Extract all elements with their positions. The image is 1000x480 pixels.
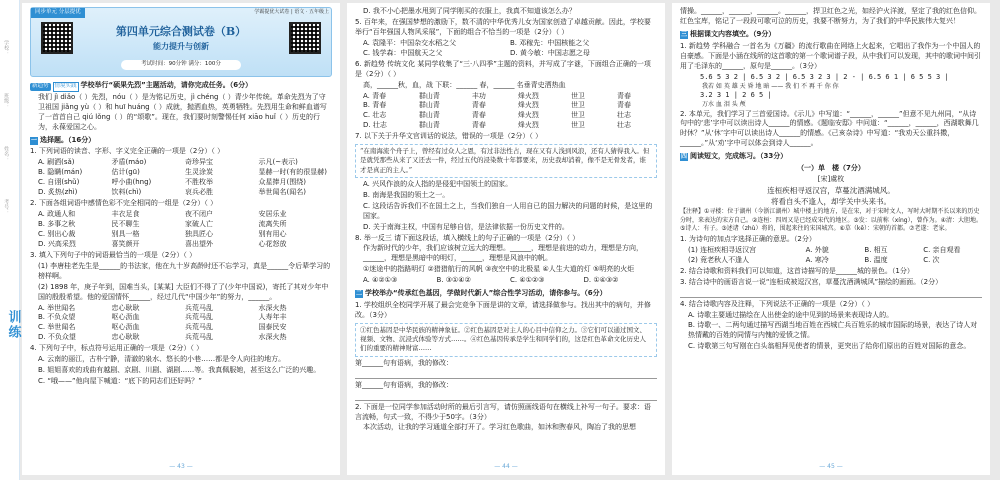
option-word: 青春 <box>471 111 486 120</box>
option[interactable]: B. 诗歌一、二两句通过描写西湖当地百姓在西城亡兵百姓乐的城市国际的场景，表达了诗人对热情戴的百姓的同情与内愧的爱愤之情。 <box>688 321 978 340</box>
answer-line[interactable] <box>355 392 657 401</box>
option-word: 兵荒马乱 <box>185 333 213 342</box>
section-number: 三 <box>680 30 687 38</box>
option-word: 别具一格 <box>111 229 140 238</box>
option-word: 群山青 <box>418 111 440 120</box>
option-word: 世卫 <box>570 91 585 100</box>
option[interactable]: A. 云南的丽江，古朴宁静，清澈的泉水、悠长的小巷……都是令人向往的地方。 <box>38 355 286 364</box>
s4-q1-options <box>680 246 982 266</box>
poem-notes: 【注释】①寻楼：位于湖州（今浙江湖州）城中楼上的地方，是在宋，对于宋时文人，写时大时期不长以来的历史分时，来表达的宋方自己。②连桓：四周又是已经成宋代的地区。③发：以前称（xíng），曾作为。④清：大胆地。⑤诗人：有子。③述诸（zhù）将的，围起来往的宋国城宫。⑥草（kē）：宋朝的首都。⑦老遂：老家。 <box>680 208 982 233</box>
option-word: 众星捧月(围绕) <box>258 178 306 187</box>
option-word: 群山青 <box>418 101 440 110</box>
option[interactable]: A. 外貌 <box>805 245 829 254</box>
q1-options <box>30 158 332 198</box>
option-word: 青春 <box>616 91 631 100</box>
s3-question-1: 1. 新趋势 学科融合 一首名为《万疆》的流行歌曲在网络上火起来，它唱出了我作为一个中国人的自豪感。下面是小涵在线所的这首歌的第一个歌词谱子段，从中我们可以发现，其中的歌词中间引用了毛泽东的______，原句是______。（3分） <box>680 41 981 70</box>
option-word: 世卫 <box>570 121 585 130</box>
s3-question-2: 2. 本单元，我们学习了三首爱国诗。《示儿》中写道：“______，______”但意不见九州同，“从诗句中的‘悲’字中可以读出诗人______的情感。《题临安邸》中问道：“______，______，西湖歌舞几时休？”从‘休’字中可以读出诗人______的情感。《己亥杂诗》中写道：“我劝天公重抖擞，______。”从‘劝’字中可以体会到诗人______。 <box>680 109 979 148</box>
q8-options <box>355 276 657 286</box>
question-8: 8. 举一反三 请下面这段话，填入横线上的句子正确的一项是（2分）（ ） <box>355 233 580 242</box>
option[interactable]: A. 诗歌主要通过描绘在人出使金的途中见到的场景来表现诗人的。 <box>688 310 894 319</box>
option-word: 青春 <box>471 121 486 130</box>
option-word: 呼小曲(hng) <box>111 178 152 187</box>
option[interactable]: B. ③①④② <box>436 276 471 285</box>
option-word: 丰衣足食 <box>111 210 140 219</box>
option-word: 青春 <box>616 101 631 110</box>
trend-tag: 新趋势 <box>32 83 49 89</box>
page-44 <box>347 3 665 475</box>
q1-item: (2) 竟老秋人不逢人 <box>688 255 750 264</box>
option-word: 别有用心 <box>258 229 287 238</box>
option-word: 安居乐业 <box>258 210 287 219</box>
question-2: 2. 下面各组词语中感情色彩不完全相同的一组是（2分）（ ） <box>30 199 218 208</box>
question-3: 3. 填入下列句子中的词语最恰当的一项是（2分）（ ） <box>30 250 197 259</box>
music-score-line: 3.2 3 1 | 2 6 5 | <box>700 91 772 100</box>
question-6: 6. 新趋势 传统文化 某同学收集了“三·八四季”主题的资料，并写成了字谜，下面组合正确的一项是（2分）（ ） <box>355 59 651 78</box>
option[interactable]: C. 亲自观看 <box>923 245 961 254</box>
option[interactable]: C. 别出心裁 <box>38 229 76 238</box>
music-score-line: 5.6 5 3 2 | 6.5 3 2 | 6.5 3 2 3 | 2 - | 6.5 6 1 | 6 5 5 3 | <box>700 72 949 81</box>
option[interactable]: C. 钱学森：中国航天之父 <box>363 48 443 57</box>
section-title: 选择题。（16分） <box>40 135 96 144</box>
option[interactable]: A. 寒冷 <box>805 255 829 264</box>
music-lyric-line: 万水 血 泪 头 颅 <box>702 101 746 109</box>
page-number: — 43 — <box>169 463 193 471</box>
question-7: 7. 以下关于升华文官训话的说法，错误的一项是（2分）（ ） <box>355 132 543 141</box>
intro-text: 学校举行“硕果先烈”主题活动，请你完成任务。（6分） <box>80 81 253 89</box>
option-word: 壮志 <box>616 121 631 130</box>
option[interactable]: B. 南海是我国的领土之一。 <box>363 190 450 199</box>
question-4: 4. 下列句子中，标点符号运用正确的一项是（2分）（ ） <box>30 344 204 353</box>
strip-fields <box>2 40 18 252</box>
option-word: 独具匠心 <box>185 229 213 238</box>
s4-question-2: 2. 结合诗歌和资料我们可以知道，这首诗描写的是______城的景色。（1分） <box>680 266 914 275</box>
q8-items: ①迷途中的指路明灯 ②猎猎航行的风帆 ③夜空中的北极星 ④人生大道的灯 ⑤明亮的火炬 <box>363 265 635 274</box>
option-word: 示凡(~表示) <box>258 158 298 167</box>
option[interactable]: A. 袁隆平：中国杂交水稻之父 <box>363 38 457 47</box>
option[interactable]: B. 相互 <box>864 245 888 254</box>
option-word: 烽火烈 <box>517 101 539 110</box>
q3-sentence-1: (1) 李唐桂老先生是______的书法家，他在九十岁高龄时还不忘学习，真是______令后辈学习的榜样啊。 <box>38 261 331 280</box>
option-word: 流离失所 <box>258 220 287 229</box>
option[interactable]: D. 炙热(zhì) <box>38 188 78 197</box>
option[interactable]: B. 邓稼先：中国核能之父 <box>510 38 590 47</box>
option-word: 烽火烈 <box>517 121 539 130</box>
section-heading <box>30 136 332 146</box>
page-number: — 45 — <box>819 463 843 471</box>
poem-text: 连桓疾相寻返汉宫，草蔓沈酒满城风。 将看自头不逢人，却学关中头来书。 <box>767 186 895 206</box>
section-title: 学校举办“传承红色基因，学做时代新人”综合性学习活动，请你参与。（6分） <box>365 289 607 298</box>
option[interactable]: A. 举世闻名 <box>38 303 76 312</box>
intro-question <box>30 81 332 92</box>
option-word: 不胜枚举 <box>185 178 213 187</box>
music-lyric-line: 我若 如 英 雄 天 昏 地 暗 —— 我 们 不 再 千 你 你 <box>702 82 839 90</box>
test-meta: 考试时间：90分钟 满分：100分 <box>121 60 241 70</box>
option-word: 民不聊生 <box>111 220 140 229</box>
s4-question-4: 4. 结合诗歌内容及注释，下列说法不正确的一项是（2分）（ ） <box>680 299 875 308</box>
s2-question-1: 1. 学校组织全校同学开展了最会完竞争下面是讲的文章，请选择做参与。找出其中的病句，并修改。（3分） <box>355 301 651 320</box>
banner-tag: 同步单元 分层提优 <box>31 8 85 18</box>
option[interactable]: D. ①④③② <box>583 276 619 285</box>
option[interactable]: A. 刷洒(sǎ) <box>38 158 75 167</box>
option[interactable]: C. 这段话告诉我们不在国土之上，当我们独自一人用自已的国力解决的问题的时候，是这里的国家。 <box>363 201 653 220</box>
option-word: 群山青 <box>418 91 440 100</box>
option-word: 饮料(chì) <box>111 188 142 197</box>
q7-passage: “在南海流个舟子上，曾经有过众人之恩，有过非法性占，现在又有人浅到风浪，还有人猜得我入。但是就凭那些从来了又还去一件，经过五代的浸染数十年都要来，历史我却消着，像不是无骨发者，谁才是真正的主人。” <box>355 144 657 178</box>
option-word: 烽火烈 <box>517 91 539 100</box>
option[interactable]: B. 青春 <box>363 101 387 110</box>
section-title: 根据课文内容填空。（9分） <box>690 29 776 38</box>
test-title: 第四单元综合测试卷（B） <box>115 25 247 38</box>
option[interactable]: A. ④②①③ <box>363 276 398 285</box>
section-heading <box>680 152 982 162</box>
s2-text: 本次活动，让我的学习通道全部打开了。学习红色歌曲，如沐和煦春风，陶冶了我的思想 <box>363 423 636 432</box>
q8-passage: 作为新时代的少年，我们应该树立远大的理想。______，理想是前进的动力，理想是方向，______，理想是黑暗中的明灯，______，理想是风浪中的帆。 <box>363 244 643 263</box>
option[interactable]: D. 关于南海主权，中国有足够自信，是法律依据一份历史文件的。 <box>363 222 569 231</box>
option-word: 举世闻名(闻名) <box>258 188 306 197</box>
page-number: — 44 — <box>494 463 518 471</box>
option[interactable]: B. 多事之秋 <box>38 220 76 229</box>
test-banner <box>30 7 332 77</box>
option-word: 显赫一时(有的很显赫) <box>258 168 327 177</box>
option[interactable]: D. 兴高采烈 <box>38 239 76 248</box>
option-word: 世卫 <box>570 101 585 110</box>
option-word: 心花怒放 <box>258 239 287 248</box>
q5-options <box>355 39 657 59</box>
section-heading <box>355 289 657 299</box>
option-word: 兵荒马乱 <box>185 313 213 322</box>
option-word: 群山青 <box>418 121 440 130</box>
s4-question-3: 3. 结合诗中的画语言说一说“连桓成被逗汉宫，草蔓沈酒满城风”描绘的画面。（2分） <box>680 277 943 286</box>
s2-fill-2: 第______句有语病，我的修改： <box>355 380 453 389</box>
strip-field-school: 学校： <box>3 40 10 55</box>
context-tag: 情境实践 <box>53 82 79 92</box>
question-1: 1. 下列词语的读音、字形、字义完全正确的一项是（2分）（ ） <box>30 147 225 156</box>
option[interactable]: C. ④①②③ <box>510 276 545 285</box>
q1-item: (1) 连桓疾相寻返汉宫 <box>688 245 757 254</box>
option[interactable]: B. 姐姐喜欢的戏曲有越剧、京剧、川剧、湖剧……等。我真佩服她，甚至这么广泛的兴趣。 <box>38 366 321 375</box>
strip-field-number: 考号： <box>3 199 10 214</box>
option-word: 奇珍异宝 <box>185 158 213 167</box>
s2-fill-1: 第______句有语病，我的修改： <box>355 358 453 367</box>
option[interactable]: D. 不负众望 <box>38 333 76 342</box>
option[interactable]: A. 青春 <box>363 91 387 100</box>
option-word: 喜笑颜开 <box>111 239 140 248</box>
s4-question-1: 1. 为诗句的加点字选择正确的意思。（2分） <box>680 234 816 243</box>
option[interactable]: B. 温度 <box>864 255 888 264</box>
section-number: 一 <box>30 136 37 144</box>
option[interactable]: B. 隐瞒(mán) <box>38 168 83 177</box>
option[interactable]: C. 诗歌第三句写刚在白头翁相拜见使者的情景，更突出了给你们原出的百姓对国际的意念。 <box>688 342 971 351</box>
q3-sentence-2: (2) 1898 年，庚子年到，国难当头，[某某] 大臣们不得了了(少年中国说)，寄托了其对少年中国的殷殷希望。他的爱国情怀______，经过几代“中国少年”的努力，______。 <box>38 282 329 301</box>
intro-passage: 我们 jì diǎo（ ）先烈，nóu（ ）是为铭记历史，jì chéng（ ）青少年传统。革命先烈为了守卫祖国 jiǎng yù（ ）和 huī huáng（ ）成就，抛洒血热，英勇牺牲。先烈用生命和鲜血谱写了一首首自己 qiú lǒng（ ）的“颂歌”。现在，我们要时刻警惕任何 xiāo huǐ（ ）历史的行为，永葆爱国之心。 <box>38 92 327 131</box>
section-heading <box>680 30 982 40</box>
question-5: 5. 百年来，在强国梦想的激励下，数不清的中华优秀儿女为国家创造了卓越贡献。因此，学校要举行“百年强国人物风采展”，下面的组合不恰当的一项是（2分）（ ） <box>355 17 651 36</box>
option[interactable]: A. 政通人和 <box>38 210 76 219</box>
option-word: 忠心耿耿 <box>111 303 140 312</box>
option-word: 青春 <box>471 101 486 110</box>
option-word: 丰功 <box>471 91 486 100</box>
reading-title: （一）单 楼（7分） <box>797 164 865 173</box>
option-word: 呕心沥血 <box>111 323 140 332</box>
option[interactable]: D. 黄今敏：中国志愿之母 <box>510 48 590 57</box>
strip-field-class: 班级： <box>3 93 10 108</box>
q2-options <box>30 210 332 250</box>
option-word: 世卫 <box>570 111 585 120</box>
section-title: 阅读短文，完成练习。（33分） <box>690 152 788 161</box>
option-word: 忠心耿耿 <box>111 333 140 342</box>
q6-riddle: 高，______秋，血，战 下联：______ 春，______ 名垂青史洒热血 <box>363 80 566 89</box>
option-word: 喜出望外 <box>185 239 213 248</box>
option-word: 家破人亡 <box>185 220 213 229</box>
option[interactable]: C. 举世闻名 <box>38 323 76 332</box>
answer-line[interactable] <box>355 370 657 379</box>
test-subtitle: 能力提升与创新 <box>153 42 209 51</box>
option[interactable]: C. 壮志 <box>363 111 387 120</box>
option-word: 夜不闭户 <box>185 210 213 219</box>
option-word: 国泰民安 <box>258 323 287 332</box>
section-number: 四 <box>680 153 687 161</box>
option-word: 呕心沥血 <box>111 313 140 322</box>
s2-continuation: 情操。______，______，______。______，捍卫红色之光，如经沪火洋渡，坚定了我的红色信仰。红色宝库，铭记了一段段可歌可泣的历史，我要不断努力，为了我们的中华民族伟大复兴！ <box>680 7 981 25</box>
page-45 <box>672 3 990 475</box>
option-word: 矛盾(máo) <box>111 158 147 167</box>
option-word: 水深火热 <box>258 303 287 312</box>
strip-field-name: 姓名： <box>3 146 10 161</box>
option-word: 生灵涂炭 <box>185 168 213 177</box>
option-word: 兵荒马乱 <box>185 303 213 312</box>
option[interactable]: D. 壮志 <box>363 121 387 130</box>
q6-options <box>355 92 657 132</box>
answer-line[interactable] <box>680 289 982 298</box>
option-word: 壮志 <box>616 111 631 120</box>
option[interactable]: C. 次 <box>923 255 940 264</box>
option-word: 烽火烈 <box>517 111 539 120</box>
option-word: 水深火热 <box>258 333 287 342</box>
s2-question-2: 2. 下面是一位同学参加活动时所的最后引言写，请仿照画线语句在横线上补写一句子。要求：语言流畅，句式一致，不得少于50字。（3分） <box>355 402 651 421</box>
strip-series-title: 训练 <box>5 310 21 340</box>
option-word: 哀兵必胜 <box>185 188 213 197</box>
option[interactable]: B. 不负众望 <box>38 313 76 322</box>
q3-options <box>30 304 332 344</box>
banner-series: 学霸提优大试卷 | 语文 · 五年级上 <box>254 9 329 15</box>
binding-strip <box>0 0 20 480</box>
option[interactable]: D. 我不小心把墨水甩到了同学刚买的衣服上，我真不知道该怎么办？ <box>363 7 576 15</box>
s2-passage: ①红色基因是中华民族的精神象征。②红色基因是对主人的心目中信仰之力。③它们可以通过国文、视频、文物、沉浸式体验等方式……。④红色基因传承是学生和同学们的，这是红色革命文化历史人们的重要的精神财富…… <box>355 323 657 357</box>
option[interactable]: C. “哦——”他向屋下喊道：“底下的同志们还好吗？” <box>38 377 202 386</box>
option[interactable]: C. 自诩(shǔ) <box>38 178 80 187</box>
option[interactable]: A. 兴风作浪的众人指的是侵犯中国领土的国家。 <box>363 179 513 188</box>
page-43 <box>22 3 340 475</box>
poem-author: [宋]虞枚 <box>817 175 845 184</box>
option-word: 人寿年丰 <box>258 313 287 322</box>
option-word: 兵荒马乱 <box>185 323 213 332</box>
section-number: 二 <box>355 290 362 298</box>
option-word: 估计(gū) <box>111 168 140 177</box>
